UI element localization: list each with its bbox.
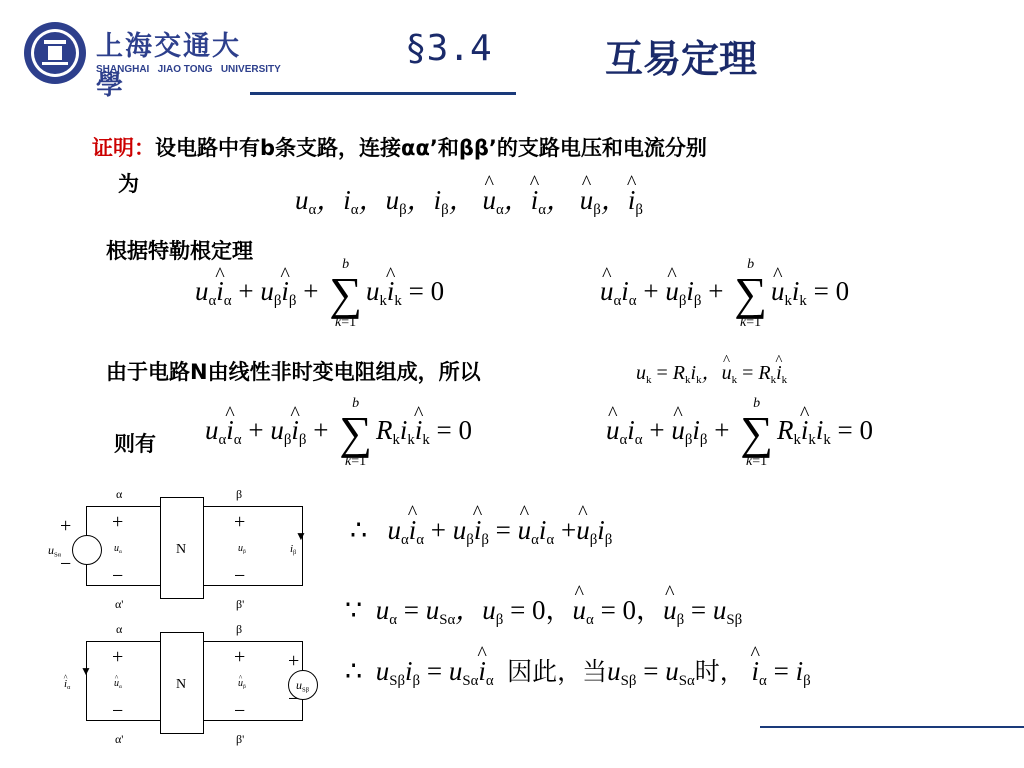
tellegen-text: 根据特勒根定理	[106, 239, 253, 263]
source-label: $u_{S\alpha}$	[48, 543, 62, 559]
current-beta-label: $i_\beta$	[290, 543, 297, 557]
equation-resistive-2: ^ $u_\alpha i_\alpha$ + ^ $u_\beta i_\beta$ + b ∑ k=1 $R_k\^{}$ $i_ki_k = 0$	[606, 397, 873, 469]
footer-rule	[760, 726, 1024, 728]
proof-text: 设电路中有b条支路，连接αα’和ββ’的支路电压和电流分别	[155, 136, 707, 160]
circuit-diagram-2	[40, 620, 330, 750]
proof-text-continued: 为	[118, 172, 139, 196]
section-number: §3.4	[405, 28, 492, 69]
when-text: 时，	[694, 657, 745, 686]
network-label: N	[176, 677, 187, 692]
node-beta-prime: β'	[236, 732, 245, 746]
network-label: N	[176, 542, 187, 557]
node-alpha: α	[116, 487, 123, 501]
voltage-alpha-label: $u_\alpha$	[114, 543, 122, 555]
port-alpha-minus: −	[112, 565, 124, 587]
then-text: 则有	[114, 432, 156, 456]
branch-variables: $u_\alpha$，$i_\alpha$，$u_\beta$，$i_\beta$， ^ $u_\alpha$，^ $i_\alpha$， ^ $u_\beta$，^ $i_\beta$	[295, 178, 643, 219]
current-alpha-arrow-icon: ▼	[80, 664, 92, 678]
voltage-alpha-hat-label: ^ $u_\alpha$	[114, 678, 122, 690]
university-seal-icon	[22, 20, 88, 86]
node-alpha: α	[116, 622, 123, 636]
current-alpha-hat-label: ^ $i_\alpha$	[64, 678, 70, 691]
port-beta-plus: +	[234, 646, 246, 668]
ohm-law-equation: $u_k = R_ki_k$，^ $u_k$ = $R_k\^{}$ $i_k$	[636, 356, 787, 386]
voltage-beta-label: $u_\beta$	[238, 543, 246, 555]
conclusion-equation: ∴ $u_{S\beta}i_\beta$ = $u_{S\alpha}\^{}$ $i_\alpha$ 因此，当$u_{S\beta} = u_{S\alpha}$时， ^ $i_\alpha = i_\beta$	[345, 652, 811, 690]
voltage-source-icon	[72, 535, 102, 565]
equation-tellegen-1: $u_\alpha\^{}$ $i_\alpha$ + $u_\beta\^{}$ $i_\beta$ + b ∑ k=1 $u_k\^{}$ $i_k = 0$	[195, 258, 444, 330]
node-beta: β	[236, 622, 243, 636]
logo-english-name: SHANGHAI JIAO TONG UNIVERSITY	[96, 64, 281, 75]
source-minus: −	[60, 553, 72, 575]
header-rule	[250, 92, 516, 95]
linear-text: 由于电路N由线性非时变电阻组成，所以	[106, 360, 481, 384]
section-title: 互易定理	[605, 36, 758, 81]
logo-chinese-name: 上海交通大學	[96, 31, 241, 101]
proof-line	[92, 132, 707, 162]
because-equation: ∵ $u_\alpha = u_{S\alpha}$，$u_\beta = 0$，^ $u_\alpha = 0$，^ $u_\beta = u_{S\beta}$	[345, 588, 742, 629]
port-beta-minus: −	[234, 565, 246, 587]
port-alpha-plus: +	[112, 646, 124, 668]
node-beta-prime: β'	[236, 597, 245, 611]
port-beta-minus: −	[234, 700, 246, 722]
circuit-diagram-1	[40, 485, 320, 615]
node-beta: β	[236, 487, 243, 501]
port-beta-plus: +	[234, 511, 246, 533]
voltage-beta-hat-label: ^ $u_\beta$	[238, 678, 246, 690]
university-logo	[22, 20, 281, 101]
node-alpha-prime: α'	[115, 597, 124, 611]
equation-resistive-1: $u_\alpha\^{}$ $i_\alpha$ + $u_\beta\^{}$ $i_\beta$ + b ∑ k=1 $R_ki_k\^{}$ $i_k = 0$	[205, 397, 472, 469]
source-plus: +	[60, 515, 72, 537]
source-minus: −	[288, 688, 300, 710]
therefore-equation: ∴ $u_\alpha\^{}$ $i_\alpha$ + $u_\beta\^{}$ $i_\beta$ = ^ $u_\alpha i_\alpha$ +^ $u_\beta i_\beta$	[350, 515, 612, 549]
node-alpha-prime: α'	[115, 732, 124, 746]
current-beta-arrow-icon: ▼	[295, 529, 307, 543]
equation-tellegen-2: ^ $u_\alpha i_\alpha$ + ^ $u_\beta i_\beta$ + b ∑ k=1 ^ $u_ki_k = 0$	[600, 258, 849, 330]
therefore-text: 因此，当	[507, 657, 608, 686]
source-label: $u_{S\beta}$	[296, 678, 310, 694]
source-plus: +	[288, 650, 300, 672]
port-alpha-minus: −	[112, 700, 124, 722]
port-alpha-plus: +	[112, 511, 124, 533]
proof-label: 证明：	[92, 136, 155, 160]
